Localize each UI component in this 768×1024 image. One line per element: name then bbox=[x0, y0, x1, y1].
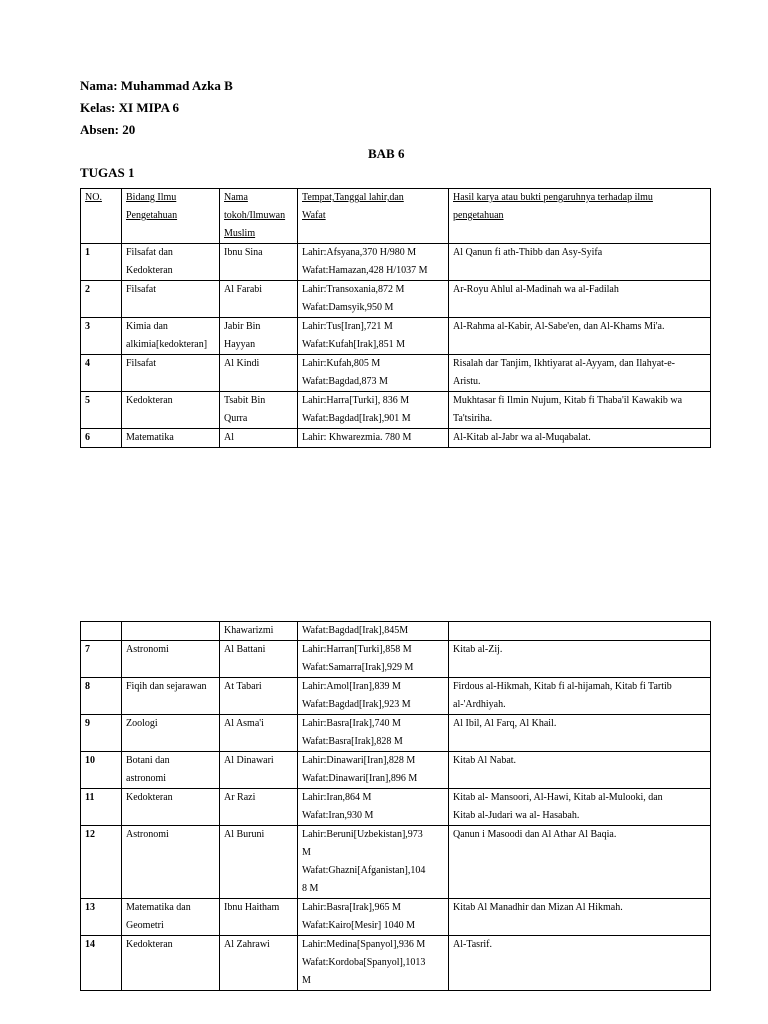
field-cell-line: Kedokteran bbox=[126, 395, 173, 406]
scientist-name-cell-line: Jabir Bin bbox=[224, 321, 261, 332]
scientist-name-cell bbox=[220, 622, 298, 641]
birth-death-cell-line: Lahir:Basra[Irak],740 M bbox=[302, 718, 401, 729]
field-cell bbox=[122, 752, 220, 789]
works-cell-line: Al-Tasrif. bbox=[453, 939, 493, 950]
birth-death-cell-line: Lahir:Afsyana,370 H/980 M bbox=[302, 247, 417, 258]
field-cell bbox=[122, 899, 220, 936]
works-cell bbox=[449, 752, 711, 789]
works-cell-line: Al Ibil, Al Farq, Al Khail. bbox=[453, 718, 557, 729]
field-cell bbox=[122, 641, 220, 678]
works-cell bbox=[449, 826, 711, 899]
field-cell bbox=[122, 281, 220, 318]
table-row bbox=[81, 244, 711, 281]
birth-death-cell-line: Wafat:Bagdad[Irak],923 M bbox=[302, 699, 411, 710]
row-number: 3 bbox=[81, 318, 122, 355]
scientists-table-page1 bbox=[80, 188, 711, 448]
scientist-name-cell-line: Al Kindi bbox=[224, 358, 260, 369]
birth-death-cell bbox=[298, 789, 449, 826]
birth-death-cell-line: Lahir:Kufah,805 M bbox=[302, 358, 381, 369]
scientist-name-cell-line: Qurra bbox=[224, 413, 248, 424]
table-row bbox=[81, 899, 711, 936]
table-header-row bbox=[81, 189, 711, 244]
birth-death-cell-line: Lahir:Beruni[Uzbekistan],973 bbox=[302, 829, 423, 840]
field-cell-line bbox=[126, 622, 215, 640]
table-row bbox=[81, 318, 711, 355]
works-cell-line: Kitab al- Mansoori, Al-Hawi, Kitab al-Mulooki, dan bbox=[453, 792, 663, 803]
table-row bbox=[81, 678, 711, 715]
birth-death-cell-line: Wafat:Ghazni[Afganistan],104 bbox=[302, 865, 426, 876]
scientist-name-cell-line: Al Buruni bbox=[224, 829, 265, 840]
birth-death-cell-line: Wafat:Bagdad[Irak],901 M bbox=[302, 413, 411, 424]
works-cell bbox=[449, 936, 711, 991]
works-cell-line: Kitab Al Manadhir dan Mizan Al Hikmah. bbox=[453, 902, 623, 913]
student-class: Kelas: XI MIPA 6 bbox=[80, 100, 180, 115]
birth-death-cell-line: Wafat:Hamazan,428 H/1037 M bbox=[302, 265, 428, 276]
row-number: 5 bbox=[81, 392, 122, 429]
table-row bbox=[81, 752, 711, 789]
field-cell-line: Zoologi bbox=[126, 718, 158, 729]
field-cell-line: Filsafat bbox=[126, 358, 156, 369]
works-cell bbox=[449, 429, 711, 448]
birth-death-cell bbox=[298, 678, 449, 715]
row-number: 7 bbox=[81, 641, 122, 678]
works-cell-line: Risalah dar Tanjim, Ikhtiyarat al-Ayyam, dan Ilahyat-e- bbox=[453, 358, 676, 369]
birth-death-cell bbox=[298, 429, 449, 448]
task-title: TUGAS 1 bbox=[80, 165, 135, 180]
scientist-name-cell bbox=[220, 678, 298, 715]
student-absen: Absen: 20 bbox=[80, 122, 136, 137]
field-cell-line: Kimia dan bbox=[126, 321, 168, 332]
header-tempat: Tempat,Tanggal lahir,dan Wafat bbox=[298, 189, 449, 244]
field-cell bbox=[122, 392, 220, 429]
birth-death-cell-line: Wafat:Iran,930 M bbox=[302, 810, 374, 821]
row-number: 14 bbox=[81, 936, 122, 991]
scientist-name-cell bbox=[220, 244, 298, 281]
works-cell-line: Al-Rahma al-Kabir, Al-Sabe'en, dan Al-Khams Mi'a. bbox=[453, 321, 665, 332]
scientist-name-cell bbox=[220, 281, 298, 318]
row-number: 12 bbox=[81, 826, 122, 899]
table-row bbox=[81, 641, 711, 678]
field-cell-line: Filsafat dan bbox=[126, 247, 173, 258]
birth-death-cell-line: Lahir:Transoxania,872 M bbox=[302, 284, 405, 295]
row-number: 6 bbox=[81, 429, 122, 448]
field-cell bbox=[122, 826, 220, 899]
works-cell bbox=[449, 355, 711, 392]
scientist-name-cell-line: Ibnu Haitham bbox=[224, 902, 280, 913]
birth-death-cell-line: Wafat:Kairo[Mesir] 1040 M bbox=[302, 920, 416, 931]
scientist-name-cell-line: Al Farabi bbox=[224, 284, 263, 295]
works-cell bbox=[449, 318, 711, 355]
field-cell bbox=[122, 622, 220, 641]
birth-death-cell-line: M bbox=[302, 975, 311, 986]
works-cell-line: Kitab al-Judari wa al- Hasabah. bbox=[453, 810, 580, 821]
scientist-name-cell-line: Al Zahrawi bbox=[224, 939, 270, 950]
birth-death-cell bbox=[298, 826, 449, 899]
birth-death-cell bbox=[298, 392, 449, 429]
scientist-name-cell bbox=[220, 715, 298, 752]
row-number: 2 bbox=[81, 281, 122, 318]
table-row bbox=[81, 281, 711, 318]
row-number: 9 bbox=[81, 715, 122, 752]
works-cell bbox=[449, 899, 711, 936]
field-cell-line: Filsafat bbox=[126, 284, 156, 295]
birth-death-cell-line: Wafat:Samarra[Irak],929 M bbox=[302, 662, 414, 673]
scientist-name-cell bbox=[220, 355, 298, 392]
table-row bbox=[81, 826, 711, 899]
birth-death-cell bbox=[298, 622, 449, 641]
birth-death-cell bbox=[298, 355, 449, 392]
field-cell bbox=[122, 715, 220, 752]
scientist-name-cell-line: Tsabit Bin bbox=[224, 395, 266, 406]
scientist-name-cell bbox=[220, 429, 298, 448]
chapter-title: BAB 6 bbox=[368, 146, 405, 161]
birth-death-cell bbox=[298, 936, 449, 991]
table-row bbox=[81, 429, 711, 448]
birth-death-cell bbox=[298, 244, 449, 281]
field-cell-line: Matematika bbox=[126, 432, 174, 443]
row-number: 11 bbox=[81, 789, 122, 826]
scientist-name-cell-line: Ibnu Sina bbox=[224, 247, 263, 258]
works-cell-line: Ta'tsiriha. bbox=[453, 413, 493, 424]
works-cell-line: Qanun i Masoodi dan Al Athar Al Baqia. bbox=[453, 829, 617, 840]
birth-death-cell-line: Wafat:Bagdad,873 M bbox=[302, 376, 388, 387]
birth-death-cell-line: 8 M bbox=[302, 883, 319, 894]
birth-death-cell bbox=[298, 641, 449, 678]
works-cell bbox=[449, 678, 711, 715]
field-cell-line: Matematika dan bbox=[126, 902, 191, 913]
birth-death-cell-line: Wafat:Basra[Irak],828 M bbox=[302, 736, 403, 747]
header-no: NO. bbox=[81, 189, 122, 244]
row-number: 10 bbox=[81, 752, 122, 789]
table-row bbox=[81, 715, 711, 752]
birth-death-cell-line: Lahir:Amol[Iran],839 M bbox=[302, 681, 401, 692]
birth-death-cell bbox=[298, 715, 449, 752]
birth-death-cell-line: Lahir:Basra[Irak],965 M bbox=[302, 902, 401, 913]
scientist-name-cell bbox=[220, 752, 298, 789]
works-cell-line: Kitab al-Zij. bbox=[453, 644, 503, 655]
field-cell-line: astronomi bbox=[126, 773, 166, 784]
table-row bbox=[81, 622, 711, 641]
works-cell bbox=[449, 789, 711, 826]
works-cell-line: al-'Ardhiyah. bbox=[453, 699, 506, 710]
header-bidang: Bidang Ilmu Pengetahuan bbox=[122, 189, 220, 244]
field-cell bbox=[122, 678, 220, 715]
field-cell-line: Fiqih dan sejarawan bbox=[126, 681, 207, 692]
birth-death-cell-line: Lahir:Tus[Iran],721 M bbox=[302, 321, 393, 332]
table-row bbox=[81, 355, 711, 392]
scientist-name-cell bbox=[220, 641, 298, 678]
birth-death-cell-line: M bbox=[302, 847, 311, 858]
table-row bbox=[81, 392, 711, 429]
works-cell-line: Mukhtasar fi Ilmin Nujum, Kitab fi Thaba'il Kawakib wa bbox=[453, 395, 683, 406]
field-cell-line: Astronomi bbox=[126, 829, 169, 840]
field-cell bbox=[122, 244, 220, 281]
scientist-name-cell-line: Al bbox=[224, 432, 234, 443]
field-cell-line: Kedokteran bbox=[126, 265, 173, 276]
works-cell bbox=[449, 281, 711, 318]
birth-death-cell-line: Lahir:Dinawari[Iran],828 M bbox=[302, 755, 416, 766]
works-cell-line: Firdous al-Hikmah, Kitab fi al-hijamah, Kitab fi Tartib bbox=[453, 681, 672, 692]
scientist-name-cell-line: Al Asma'i bbox=[224, 718, 264, 729]
field-cell-line: Kedokteran bbox=[126, 792, 173, 803]
row-number: 4 bbox=[81, 355, 122, 392]
field-cell bbox=[122, 318, 220, 355]
scientist-name-cell-line: Al Dinawari bbox=[224, 755, 274, 766]
birth-death-cell-line: Lahir:Iran,864 M bbox=[302, 792, 372, 803]
scientist-name-cell-line: Khawarizmi bbox=[224, 625, 274, 636]
field-cell bbox=[122, 429, 220, 448]
scientist-name-cell bbox=[220, 318, 298, 355]
works-cell bbox=[449, 622, 711, 641]
field-cell bbox=[122, 789, 220, 826]
works-cell bbox=[449, 392, 711, 429]
field-cell-line: Astronomi bbox=[126, 644, 169, 655]
works-cell-line: Kitab Al Nabat. bbox=[453, 755, 517, 766]
field-cell bbox=[122, 355, 220, 392]
scientist-name-cell bbox=[220, 899, 298, 936]
field-cell-line: Botani dan bbox=[126, 755, 170, 766]
birth-death-cell-line: Wafat:Damsyik,950 M bbox=[302, 302, 394, 313]
field-cell bbox=[122, 936, 220, 991]
row-number bbox=[81, 622, 122, 641]
student-name: Nama: Muhammad Azka B bbox=[80, 78, 233, 93]
birth-death-cell bbox=[298, 318, 449, 355]
table-body-page1 bbox=[81, 244, 711, 448]
birth-death-cell-line: Lahir:Medina[Spanyol],936 M bbox=[302, 939, 426, 950]
birth-death-cell-line: Wafat:Kufah[Irak],851 M bbox=[302, 339, 406, 350]
scientist-name-cell bbox=[220, 826, 298, 899]
scientist-name-cell bbox=[220, 392, 298, 429]
birth-death-cell-line: Lahir:Harra[Turki], 836 M bbox=[302, 395, 410, 406]
works-cell-line: Al Qanun fi ath-Thibb dan Asy-Syifa bbox=[453, 247, 603, 258]
scientist-name-cell-line: Al Battani bbox=[224, 644, 266, 655]
scientist-name-cell-line: Hayyan bbox=[224, 339, 256, 350]
field-cell-line: Kedokteran bbox=[126, 939, 173, 950]
birth-death-cell-line: Wafat:Dinawari[Iran],896 M bbox=[302, 773, 418, 784]
works-cell bbox=[449, 715, 711, 752]
scientist-name-cell bbox=[220, 936, 298, 991]
works-cell-line: Al-Kitab al-Jabr wa al-Muqabalat. bbox=[453, 432, 591, 443]
works-cell-line: Ar-Royu Ahlul al-Madinah wa al-Fadilah bbox=[453, 284, 619, 295]
works-cell-line: Aristu. bbox=[453, 376, 481, 387]
scientist-name-cell bbox=[220, 789, 298, 826]
header-nama: Nama tokoh/Ilmuwan Muslim bbox=[220, 189, 298, 244]
scientist-name-cell-line: At Tabari bbox=[224, 681, 262, 692]
birth-death-cell-line: Lahir: Khwarezmia. 780 M bbox=[302, 432, 412, 443]
field-cell-line: Geometri bbox=[126, 920, 164, 931]
row-number: 1 bbox=[81, 244, 122, 281]
row-number: 8 bbox=[81, 678, 122, 715]
birth-death-cell bbox=[298, 752, 449, 789]
header-hasil: Hasil karya atau bukti pengaruhnya terhadap ilmu pengetahuan bbox=[449, 189, 711, 244]
birth-death-cell-line: Lahir:Harran[Turki],858 M bbox=[302, 644, 412, 655]
birth-death-cell bbox=[298, 899, 449, 936]
birth-death-cell bbox=[298, 281, 449, 318]
works-cell-line bbox=[453, 622, 706, 640]
works-cell bbox=[449, 244, 711, 281]
row-number: 13 bbox=[81, 899, 122, 936]
scientist-name-cell-line: Ar Razi bbox=[224, 792, 256, 803]
birth-death-cell-line: Wafat:Bagdad[Irak],845M bbox=[302, 625, 409, 636]
scientists-table-page2 bbox=[80, 621, 711, 991]
works-cell bbox=[449, 641, 711, 678]
table-row bbox=[81, 789, 711, 826]
table-row bbox=[81, 936, 711, 991]
field-cell-line: alkimia[kedokteran] bbox=[126, 339, 208, 350]
table-body-page2 bbox=[81, 622, 711, 991]
birth-death-cell-line: Wafat:Kordoba[Spanyol],1013 bbox=[302, 957, 426, 968]
